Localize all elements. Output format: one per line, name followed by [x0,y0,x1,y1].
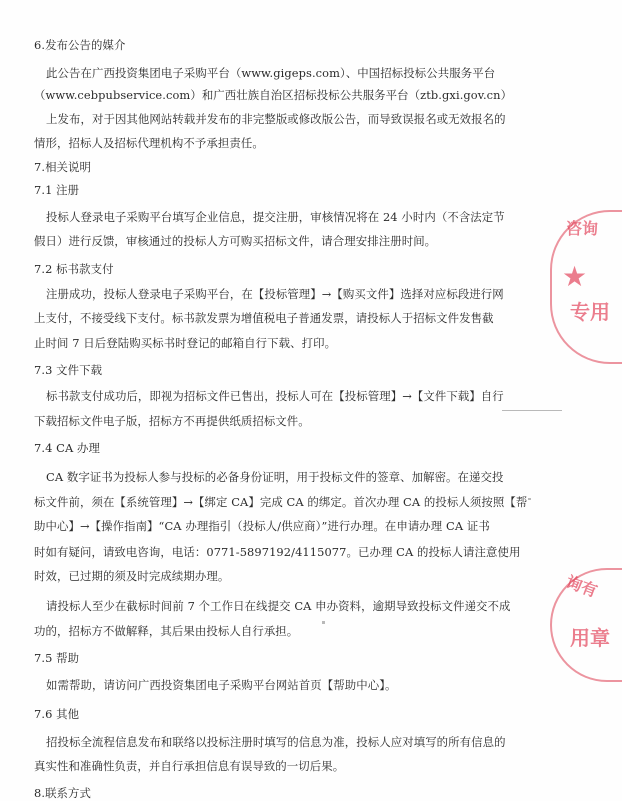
document-line: 上发布，对于因其他网站转载并发布的非完整版或修改版公告，而导致误报名或无效报名的 [46,112,506,126]
document-line: 7.6 其他 [34,707,80,721]
document-line: 时如有疑问，请致电咨询，电话：0771-5897192/4115077。已办理 CA 的投标人请注意使用 [34,545,521,559]
document-line: 标书款支付成功后，即视为招标文件已售出，投标人可在【投标管理】→【文件下载】自行 [46,389,504,403]
document-line: 时效，已过期的须及时完成续期办理。 [34,569,230,583]
stamp-top-text: 咨询 [566,219,599,238]
stamp-bottom-text: 专用 [570,300,610,324]
document-line: 6.发布公告的媒介 [34,38,126,52]
document-line: 标文件前，须在【系统管理】→【绑定 CA】完成 CA 的绑定。首次办理 CA 的投标人须按照【帮 [34,495,528,509]
document-line: 此公告在广西投资集团电子采购平台（www.gigeps.com）、中国招标投标公共服务平台 [46,66,496,80]
document-line: 7.相关说明 [34,160,92,174]
document-line: 下载招标文件电子版，招标方不再提供纸质招标文件。 [34,414,310,428]
document-line: 假日）进行反馈，审核通过的投标人方可购买招标文件，请合理安排注册时间。 [34,234,437,248]
document-line: 止时间 7 日后登陆购买标书时登记的邮箱自行下载、打印。 [34,336,337,350]
scan-artifact-dot [528,498,531,500]
document-line: 7.3 文件下载 [34,363,103,377]
stamp2-bottom-text: 用章 [570,626,610,650]
document-line: 情形，招标人及招标代理机构不予承担责任。 [34,136,264,150]
scan-artifact-line [502,410,562,411]
document-line: 助中心】→【操作指南】“CA 办理指引（投标人/供应商）”进行办理。在申请办理 CA 证书 [34,519,490,533]
document-line: 7.5 帮助 [34,651,80,665]
document-line: 招投标全流程信息发布和联络以投标注册时填写的信息为准，投标人应对填写的所有信息的 [46,735,506,749]
document-line: （www.cebpubservice.com）和广西壮族自治区招标投标公共服务平台（ztb.gxi.gov.cn） [34,88,513,102]
stamp2-top-text: 询有 [563,572,600,601]
scan-artifact-dot [322,621,325,624]
document-line: 上支付，不接受线下支付。标书款发票为增值税电子普通发票，请投标人于招标文件发售截 [34,311,494,325]
document-line: 投标人登录电子采购平台填写企业信息，提交注册，审核情况将在 24 小时内（不含法定节 [46,210,505,224]
document-line: 真实性和准确性负责，并自行承担信息有误导致的一切后果。 [34,759,345,773]
document-line: 8.联系方式 [34,786,92,800]
document-line: CA 数字证书为投标人参与投标的必备身份证明，用于投标文件的签章、加解密。在递交投 [46,470,504,484]
document-line: 7.4 CA 办理 [34,441,100,455]
document-line: 7.1 注册 [34,183,80,197]
star-icon: ★ [562,260,588,293]
document-line: 请投标人至少在截标时间前 7 个工作日在线提交 CA 申办资料，逾期导致投标文件递交不成 [46,599,511,613]
document-line: 如需帮助，请访问广西投资集团电子采购平台网站首页【帮助中心】。 [46,678,397,692]
document-line: 功的，招标方不做解释，其后果由投标人自行承担。 [34,624,299,638]
document-line: 注册成功，投标人登录电子采购平台，在【投标管理】→【购买文件】选择对应标段进行网 [46,287,504,301]
document-line: 7.2 标书款支付 [34,262,114,276]
